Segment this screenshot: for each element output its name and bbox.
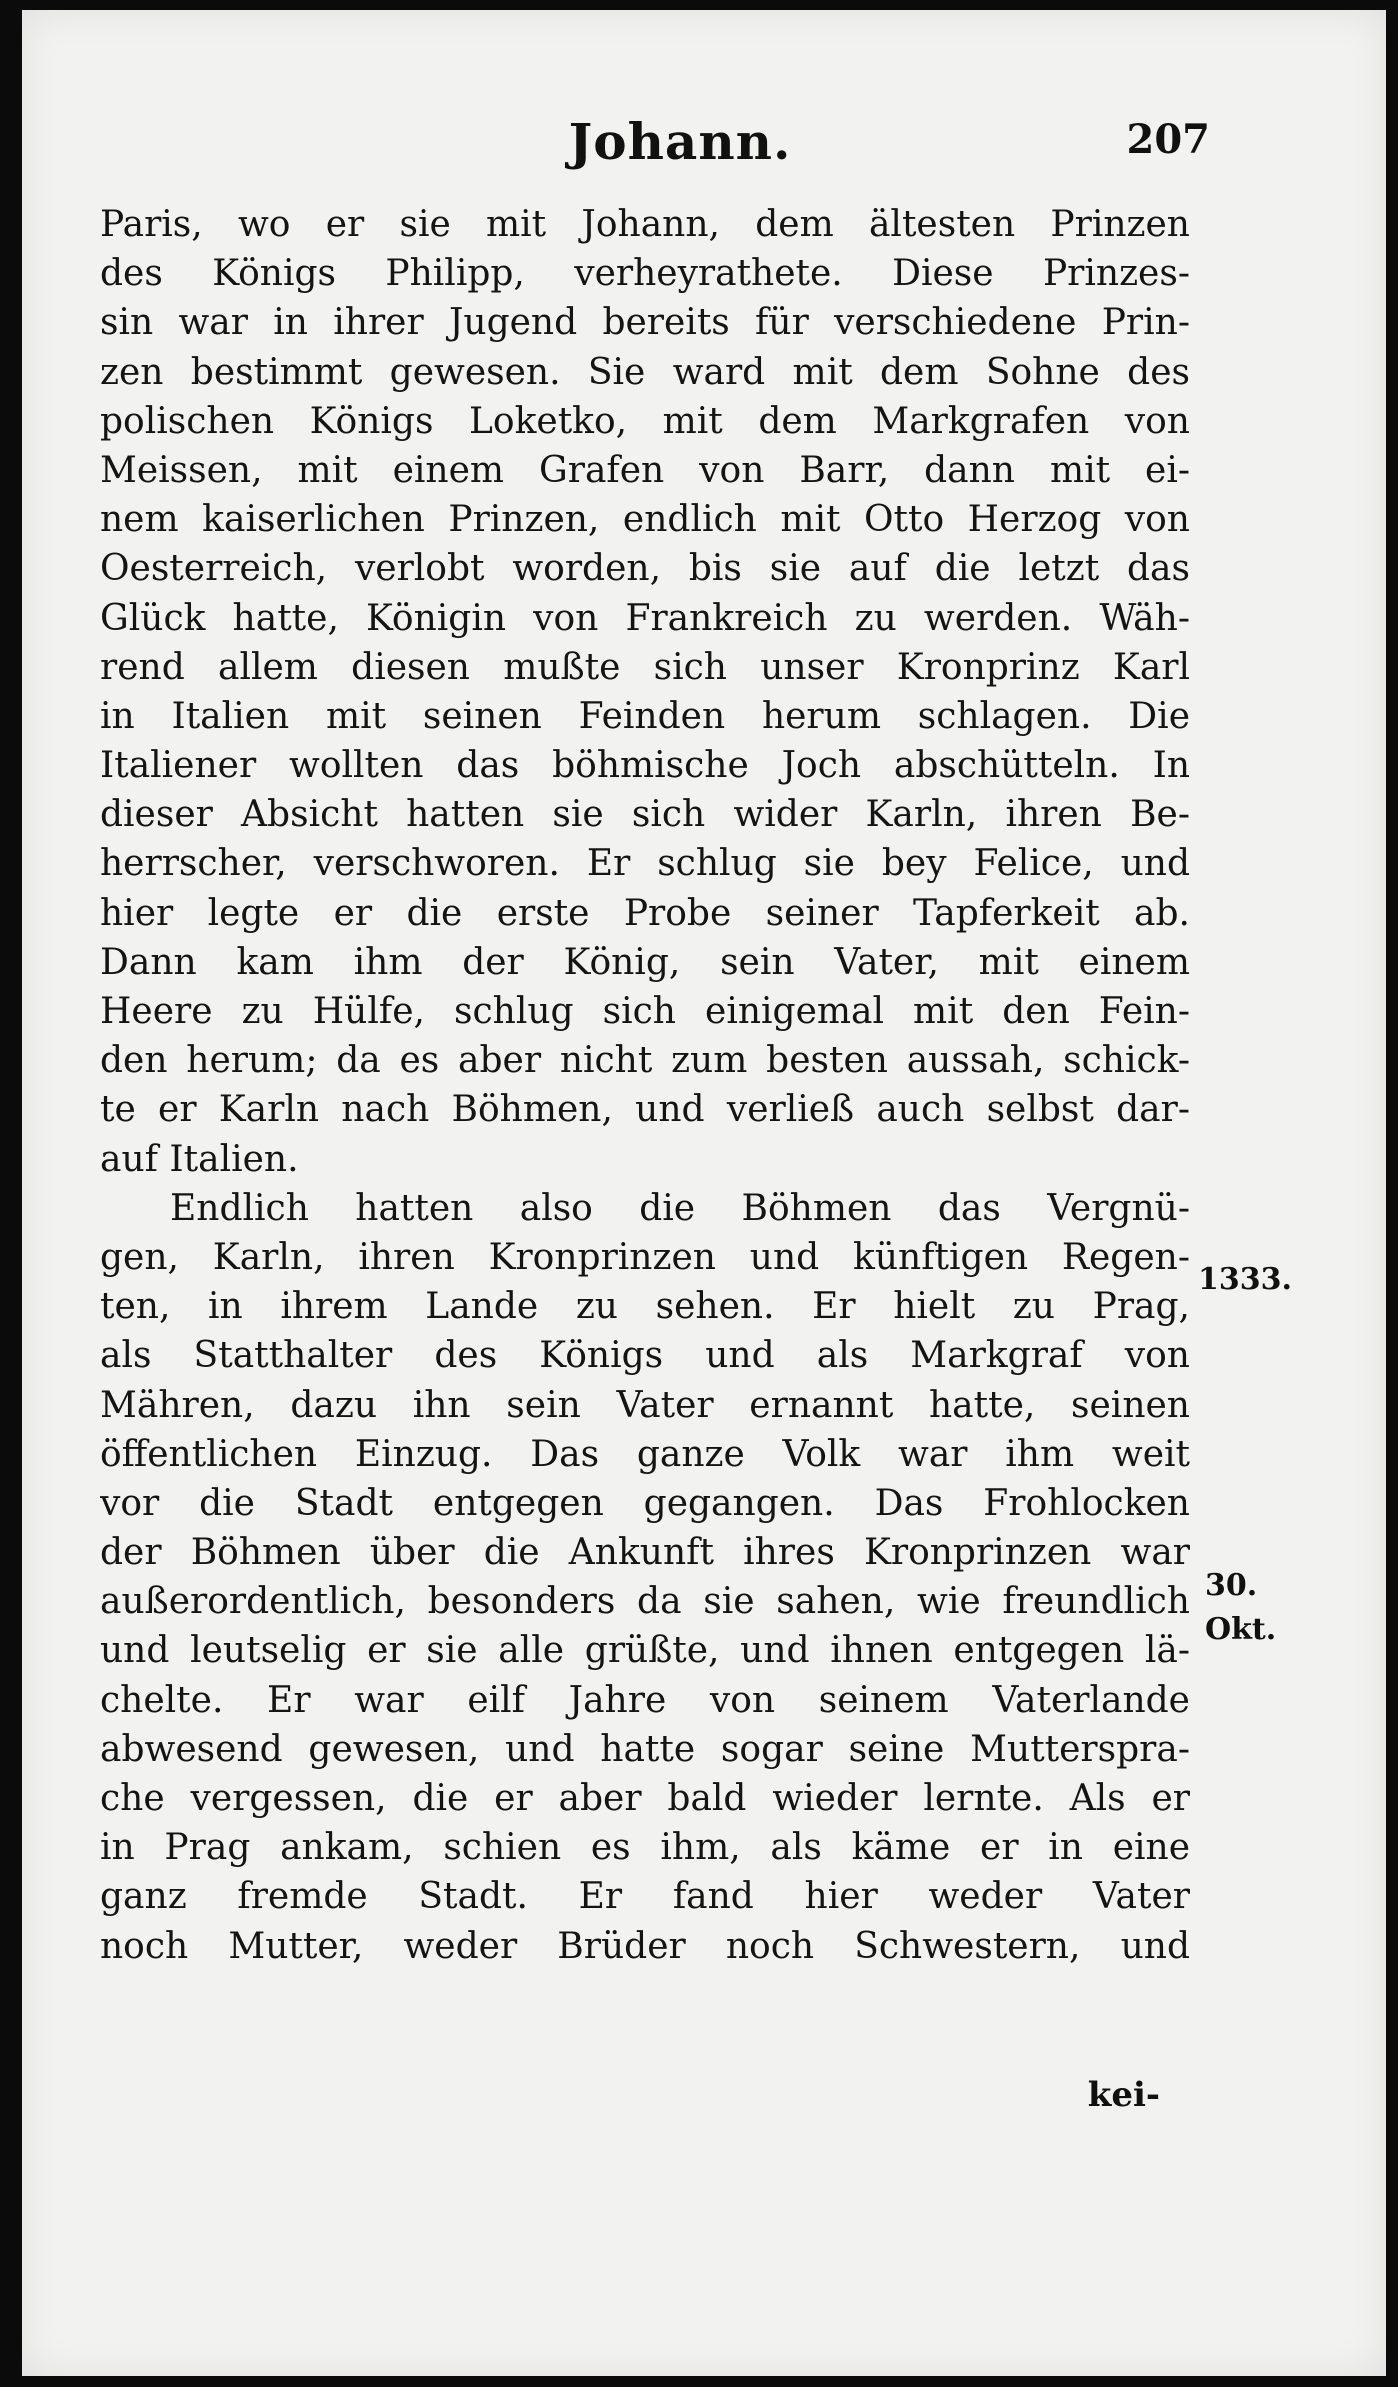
text-line: hier legte er die erste Probe seiner Tapferkeit ab. — [100, 892, 1190, 934]
text-line: zen bestimmt gewesen. Sie ward mit dem Sohne des — [100, 351, 1190, 393]
text-line: und leutselig er sie alle grüßte, und ihnen entgegen lä- — [100, 1630, 1190, 1672]
text-line: che vergessen, die er aber bald wieder lernte. Als er — [100, 1778, 1190, 1819]
text-line: Endlich hatten also die Böhmen das Vergnü- — [170, 1187, 1190, 1229]
text-line: den herum; da es aber nicht zum besten aussah, schick- — [100, 1040, 1190, 1082]
text-line: ganz fremde Stadt. Er fand hier weder Vater — [100, 1876, 1190, 1918]
margin-note-month: Okt. — [1205, 1612, 1277, 1647]
text-line: in Prag ankam, schien es ihm, als käme er in eine — [100, 1827, 1190, 1869]
text-line: Meissen, mit einem Grafen von Barr, dann mit ei- — [100, 449, 1190, 491]
text-line: te er Karln nach Böhmen, und verließ auch selbst dar- — [100, 1089, 1190, 1131]
text-line: abwesend gewesen, und hatte sogar seine Mutterspra- — [100, 1728, 1190, 1770]
text-line: der Böhmen über die Ankunft ihres Kronprinzen war — [100, 1532, 1190, 1574]
catchword: kei- — [1087, 2075, 1160, 2115]
text-line: herrscher, verschworen. Er schlug sie bey Felice, und — [100, 843, 1190, 885]
text-line: öffentlichen Einzug. Das ganze Volk war ihm weit — [100, 1433, 1190, 1475]
text-line: Italiener wollten das böhmische Joch abschütteln. In — [100, 745, 1190, 787]
text-line: als Statthalter des Königs und als Markgraf von — [100, 1335, 1190, 1377]
text-line: polischen Königs Loketko, mit dem Markgrafen von — [100, 400, 1190, 442]
text-line: nem kaiserlichen Prinzen, endlich mit Otto Herzog von — [100, 499, 1190, 541]
text-line: Paris, wo er sie mit Johann, dem ältesten Prinzen — [100, 204, 1190, 245]
text-line: vor die Stadt entgegen gegangen. Das Frohlocken — [100, 1482, 1190, 1524]
text-line: außerordentlich, besonders da sie sahen, wie freundlich — [100, 1581, 1190, 1623]
running-header-title: Johann. — [568, 112, 792, 171]
body-text — [100, 200, 1190, 1971]
text-line: Oesterreich, verlobt worden, bis sie auf die letzt das — [100, 548, 1190, 590]
text-line: noch Mutter, weder Brüder noch Schwestern, und — [100, 1925, 1190, 1967]
text-line: Glück hatte, Königin von Frankreich zu werden. Wäh- — [100, 597, 1190, 639]
text-line: ten, in ihrem Lande zu sehen. Er hielt zu Prag, — [100, 1286, 1190, 1328]
text-line: in Italien mit seinen Feinden herum schlagen. Die — [100, 695, 1190, 737]
text-line: Heere zu Hülfe, schlug sich einigemal mit den Fein- — [100, 991, 1190, 1032]
page-number: 207 — [1126, 116, 1210, 163]
text-line: chelte. Er war eilf Jahre von seinem Vaterlande — [100, 1679, 1190, 1721]
margin-note-year: 1333. — [1198, 1262, 1292, 1297]
text-line: gen, Karln, ihren Kronprinzen und künftigen Regen- — [100, 1236, 1190, 1278]
text-line: dieser Absicht hatten sie sich wider Karln, ihren Be- — [100, 794, 1190, 836]
margin-note-day: 30. — [1205, 1568, 1258, 1603]
text-line: auf Italien. — [100, 1138, 299, 1180]
text-line: sin war in ihrer Jugend bereits für verschiedene Prin- — [100, 302, 1190, 344]
text-line: Dann kam ihm der König, sein Vater, mit einem — [100, 941, 1190, 983]
text-line: Mähren, dazu ihn sein Vater ernannt hatte, seinen — [100, 1384, 1190, 1426]
text-line: des Königs Philipp, verheyrathete. Diese Prinzes- — [100, 253, 1190, 295]
text-line: rend allem diesen mußte sich unser Kronprinz Karl — [100, 646, 1190, 688]
